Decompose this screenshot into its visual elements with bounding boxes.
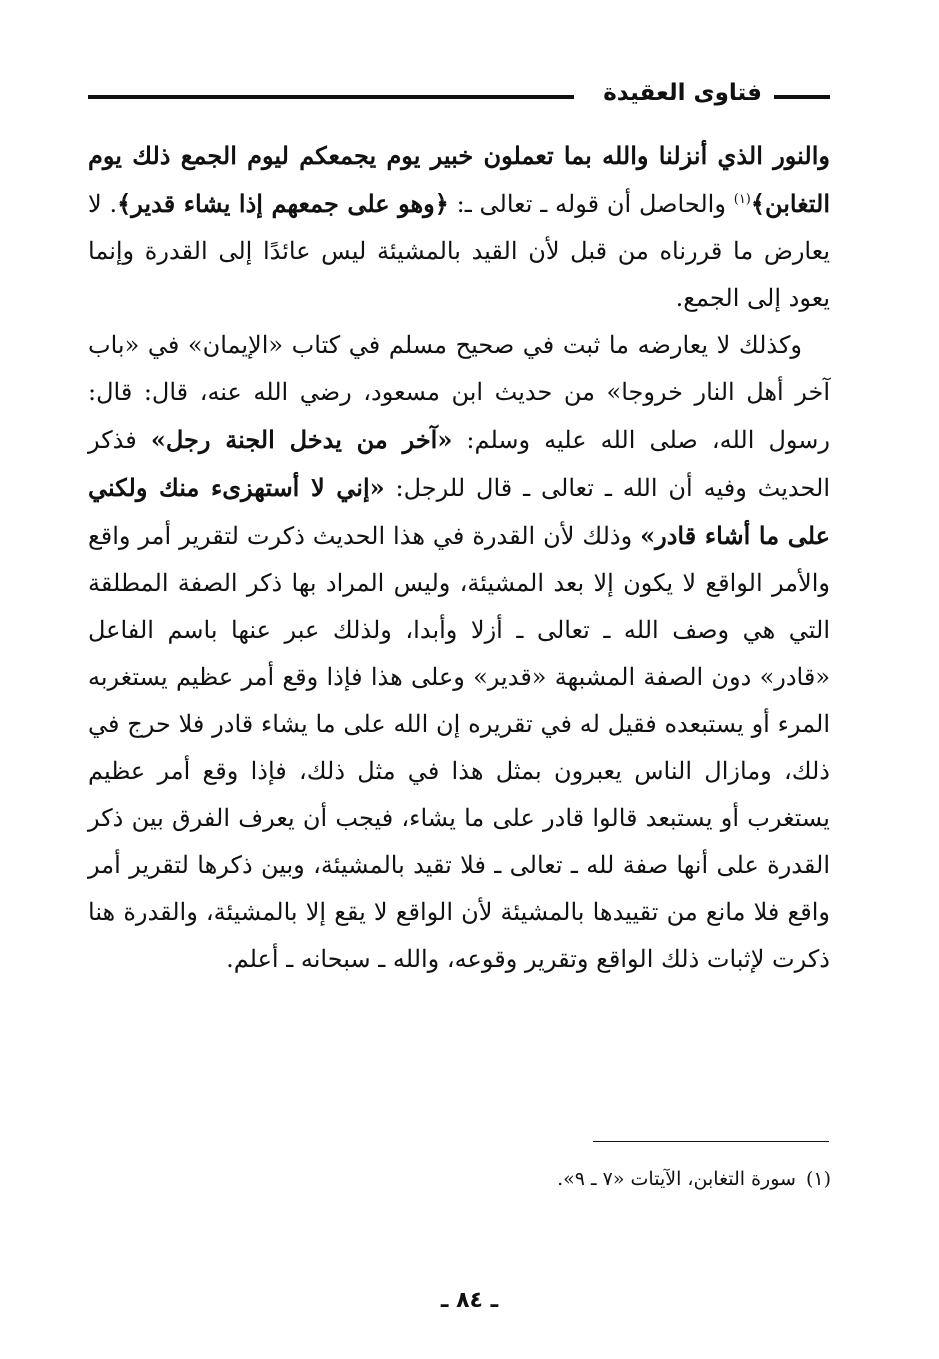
paragraph-2-text-a: وكذلك لا يعارضه ما ثبت في صحيح مسلم في كتاب «الإيمان» في «باب آخر أهل النار خروجا» من حديث ابن مسعود، رضي الله عنه، قال: قال: رسول الله، صلى الله عليه وسلم: xyxy=(88,331,830,454)
paragraph-1-text-b: . لا يعارض ما قررناه من قبل لأن القيد بالمشيئة ليس عائدًا إلى القدرة وإنما يعود إلى الجمع. xyxy=(88,190,830,312)
paragraph-2 xyxy=(88,322,830,983)
footnote xyxy=(231,1164,831,1194)
hadith-quote-1: «آخر من يدخل الجنة رجل» xyxy=(150,425,453,454)
footnote-reference: (١) xyxy=(733,192,751,207)
hadith-quote-2: «إني لا أستهزىء منك ولكني على ما أشاء قادر» xyxy=(88,473,830,550)
quran-quote-1: والنور الذي أنزلنا والله بما تعملون خبير يوم يجمعكم ليوم الجمع ذلك يوم التغابن﴾ xyxy=(88,141,830,218)
page-number: ـ ٨٤ ـ xyxy=(440,1288,499,1313)
header-rule-short xyxy=(774,95,830,99)
quran-quote-2: ﴿وهو على جمعهم إذا يشاء قدير﴾ xyxy=(117,189,449,218)
footnote-number: (١) xyxy=(805,1168,831,1190)
body-text xyxy=(88,132,830,983)
paragraph-2-text-b: فذكر الحديث وفيه أن الله ـ تعالى ـ قال للرجل: xyxy=(88,426,830,502)
paragraph-2-text-c: وذلك لأن القدرة في هذا الحديث ذكرت لتقرير أمر واقع والأمر الواقع لا يكون إلا بعد المشيئة، وليس المراد بها ذكر الصفة المطلقة التي هي وصف الله ـ تعالى ـ أزلا وأبدا، ولذلك عبر عنها باسم الفاعل «قادر» دون الصفة المشبهة «قدير» وعلى هذا فإذا وقع أمر عظيم يستغربه المرء أو يستبعده فقيل له في تقريره إن الله على ما يشاء قادر فلا حرج في ذلك، ومازال الناس يعبرون بمثل هذا في مثل ذلك، فإذا وقع أمر عظيم يستغرب أو يستبعد قالوا قادر على ما يشاء، فيجب أن يعرف الفرق بين ذكر القدرة على أنها صفة لله ـ تعالى ـ فلا تقيد بالمشيئة، وبين ذكرها لتقرير أمر واقع فلا مانع من تقييدها بالمشيئة لأن الواقع لا يقع إلا بالمشيئة، والقدرة هنا ذكرت لإثبات ذلك الواقع وتقرير وقوعه، والله ـ سبحانه ـ أعلم. xyxy=(88,522,831,973)
header-title: فتاوى العقيدة xyxy=(603,80,762,106)
header-rule-long xyxy=(88,95,574,99)
paragraph-1 xyxy=(88,132,830,322)
running-header xyxy=(88,78,830,118)
footnote-divider xyxy=(593,1141,829,1142)
paragraph-1-text-a: والحاصل أن قوله ـ تعالى ـ: xyxy=(448,190,734,218)
footnote-text: سورة التغابن، الآيتات «٧ ـ ٩». xyxy=(557,1168,796,1190)
